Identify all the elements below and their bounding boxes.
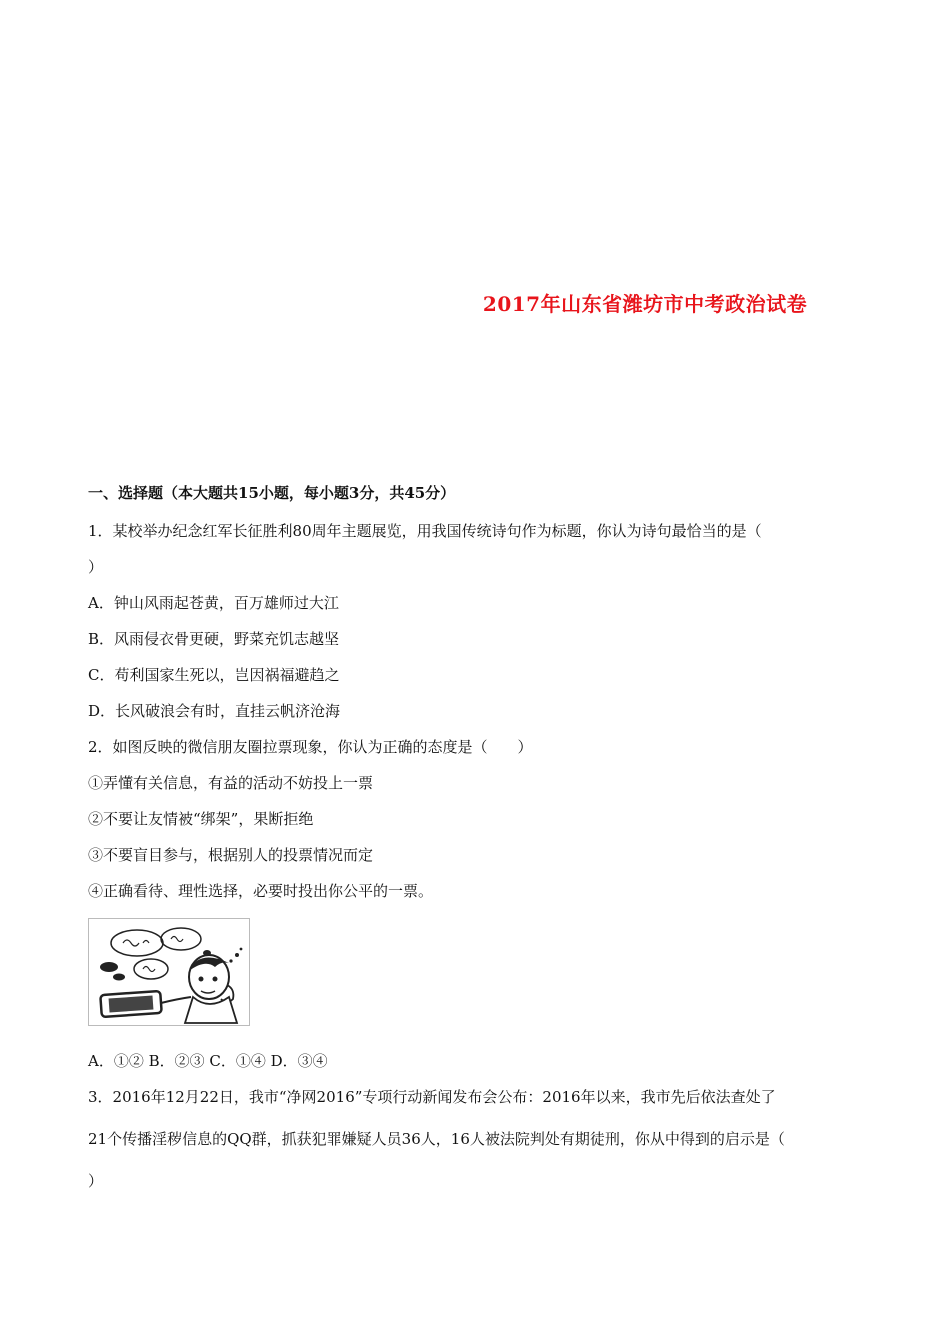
document-title: 2017年山东省潍坊市中考政治试卷 — [482, 292, 808, 316]
section-heading: 一、选择题（本大题共15小题，每小题3分，共45分） — [88, 484, 456, 502]
q2-statement-3: ③不要盲目参与，根据别人的投票情况而定 — [88, 846, 374, 864]
q1-stem-line-2: ） — [88, 558, 104, 576]
q2-statement-2: ②不要让友情被“绑架”，果断拒绝 — [88, 810, 314, 828]
q2-statement-1: ①弄懂有关信息，有益的活动不妨投上一票 — [88, 774, 374, 792]
q1-stem-line-1: 1．某校举办纪念红军长征胜利80周年主题展览，用我国传统诗句作为标题，你认为诗句最恰当的是（ — [88, 522, 762, 540]
q3-stem-line-2: 21个传播淫秽信息的QQ群，抓获犯罪嫌疑人员36人，16人被法院判处有期徒刑，你从中得到的启示是（ — [88, 1130, 785, 1148]
q3-stem-line-1: 3．2016年12月22日，我市“净网2016”专项行动新闻发布会公布：2016年以来，我市先后依法查处了 — [88, 1088, 776, 1106]
q1-option-c: C．苟利国家生死以，岂因祸福避趋之 — [88, 666, 340, 684]
q2-answer-choices: A．①② B．②③ C．①④ D．③④ — [88, 1052, 328, 1070]
q1-option-a: A．钟山风雨起苍黄，百万雄师过大江 — [88, 594, 339, 612]
q2-cartoon-illustration — [88, 918, 250, 1026]
q3-stem-line-3: ） — [88, 1172, 104, 1190]
q2-stem: 2．如图反映的微信朋友圈拉票现象，你认为正确的态度是（ ） — [88, 738, 533, 756]
q2-statement-4: ④正确看待、理性选择，必要时投出你公平的一票。 — [88, 882, 434, 900]
q1-option-b: B．风雨侵衣骨更硬，野菜充饥志越坚 — [88, 630, 340, 648]
cartoon-drawing — [89, 919, 249, 1025]
q1-option-d: D．长风破浪会有时，直挂云帆济沧海 — [88, 702, 341, 720]
document-body — [88, 484, 868, 1208]
